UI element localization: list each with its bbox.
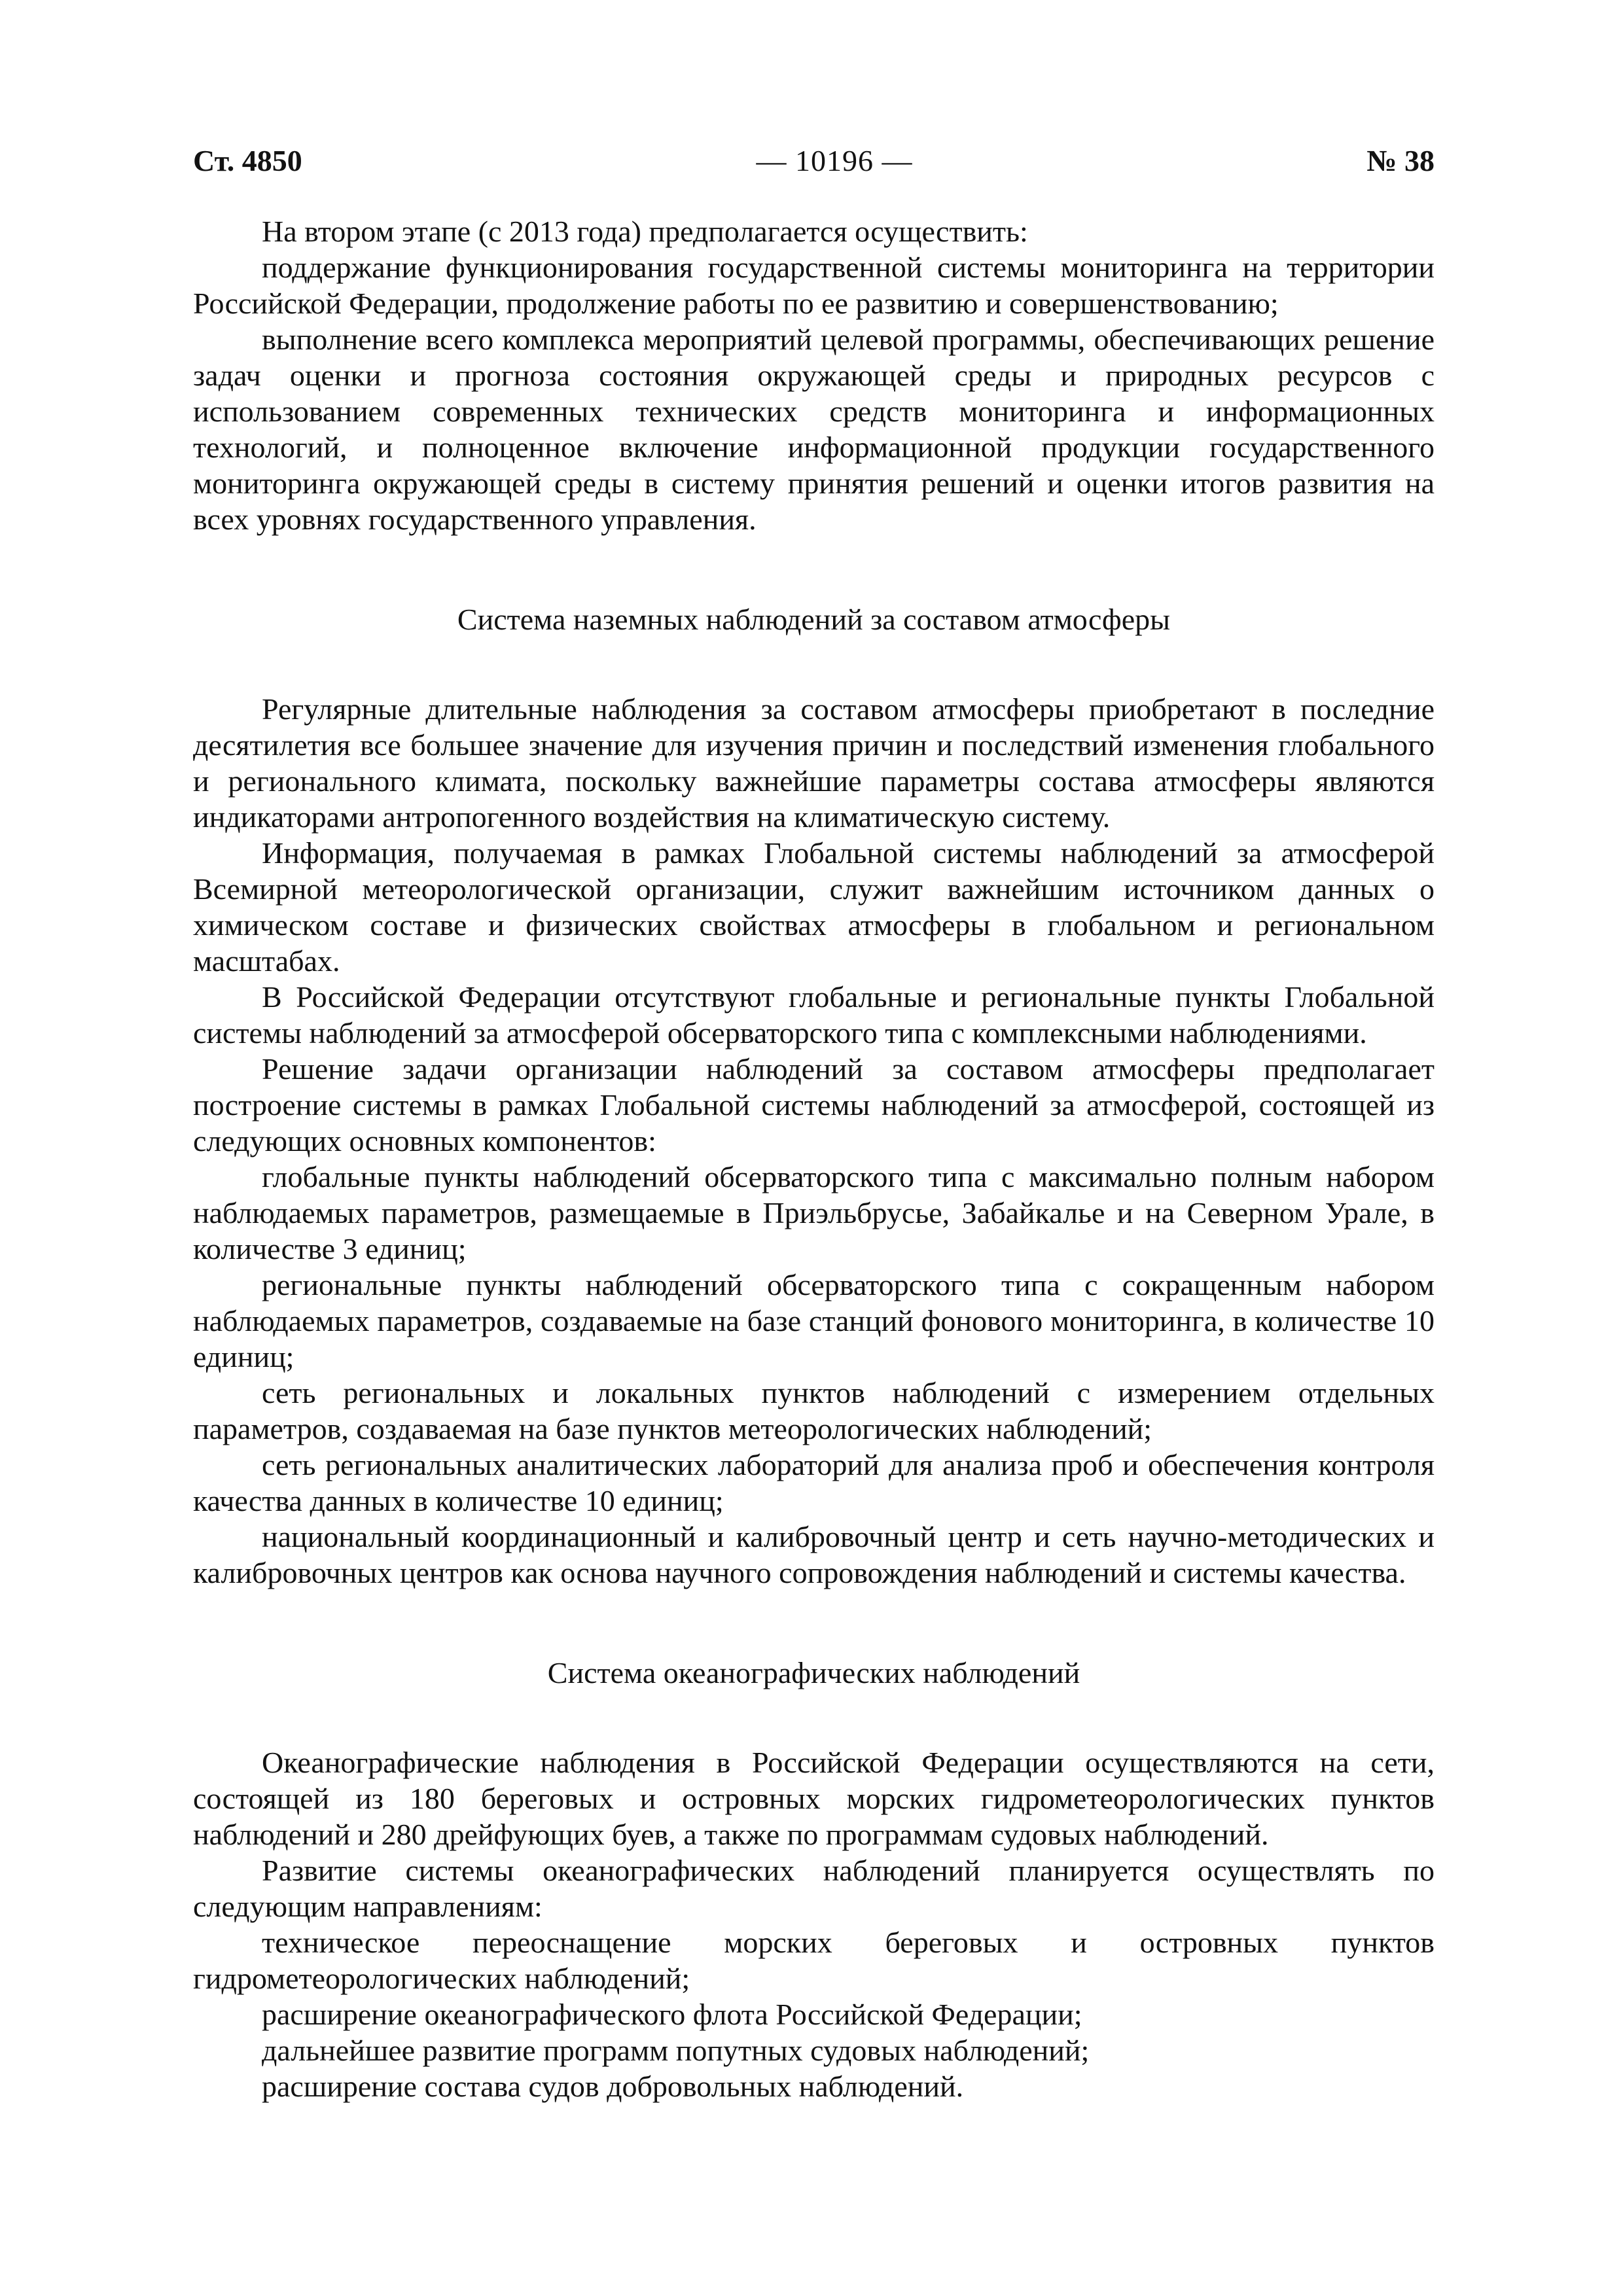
- section-heading-atmosphere: Система наземных наблюдений за составом атмосферы: [457, 603, 1171, 636]
- paragraph: дальнейшее развитие программ попутных судовых наблюдений;: [262, 2034, 1090, 2067]
- paragraph: глобальные пункты наблюдений обсерваторского типа с максимально полным набором наблюдаемых параметров, размещаемые в Приэльбрусье, Забайкалье и на Северном Урале, в количестве 3 единиц;: [193, 1160, 1435, 1265]
- paragraph: Информация, получаемая в рамках Глобальной системы наблюдений за атмосферой Всемирной метеорологической организации, служит важнейшим источником данных о химическом составе и физических свойствах атмосферы в глобальном и региональном масштабах.: [193, 836, 1435, 978]
- article-number: Ст. 4850: [193, 144, 302, 177]
- paragraph: расширение состава судов добровольных наблюдений.: [262, 2070, 964, 2103]
- section-heading-ocean: Система океанографических наблюдений: [547, 1656, 1080, 1689]
- page-number: — 10196 —: [756, 144, 913, 177]
- page-header: [193, 143, 1435, 179]
- paragraph: Регулярные длительные наблюдения за составом атмосферы приобретают в последние десятилетия все большее значение для изучения причин и последствий изменения глобального и регионального климата, поскольку важнейшие параметры состава атмосферы являются индикаторами антропогенного воздействия на климатическую систему.: [193, 692, 1435, 834]
- paragraph: техническое переоснащение морских береговых и островных пунктов гидрометеорологических наблюдений;: [193, 1926, 1435, 1995]
- paragraph: поддержание функционирования государственной системы мониторинга на территории Российской Федерации, продолжение работы по ее развитию и совершенствованию;: [193, 251, 1435, 320]
- paragraph: Решение задачи организации наблюдений за составом атмосферы предполагает построение системы в рамках Глобальной системы наблюдений за атмосферой, состоящей из следующих основных компонентов:: [193, 1052, 1435, 1157]
- paragraph: Океанографические наблюдения в Российской Федерации осуществляются на сети, состоящей из 180 береговых и островных морских гидрометеорологических пунктов наблюдений и 280 дрейфующих буев, а также по программам судовых наблюдений.: [193, 1746, 1435, 1851]
- paragraph: сеть региональных аналитических лабораторий для анализа проб и обеспечения контроля качества данных в количестве 10 единиц;: [193, 1448, 1435, 1517]
- issue-number: № 38: [1366, 144, 1435, 177]
- paragraph: На втором этапе (с 2013 года) предполагается осуществить:: [262, 215, 1028, 248]
- paragraph: национальный координационный и калибровочный центр и сеть научно-методических и калибровочных центров как основа научного сопровождения наблюдений и системы качества.: [193, 1520, 1435, 1589]
- paragraph: региональные пункты наблюдений обсерваторского типа с сокращенным набором наблюдаемых параметров, создаваемые на базе станций фонового мониторинга, в количестве 10 единиц;: [193, 1268, 1435, 1373]
- paragraph: сеть региональных и локальных пунктов наблюдений с измерением отдельных параметров, создаваемая на базе пунктов метеорологических наблюдений;: [193, 1376, 1435, 1445]
- paragraph: Развитие системы океанографических наблюдений планируется осуществлять по следующим направлениям:: [193, 1854, 1435, 1923]
- document-body: [193, 213, 1435, 2104]
- paragraph: В Российской Федерации отсутствуют глобальные и региональные пункты Глобальной системы наблюдений за атмосферой обсерваторского типа с комплексными наблюдениями.: [193, 980, 1435, 1050]
- paragraph: расширение океанографического флота Российской Федерации;: [262, 1998, 1082, 2031]
- paragraph: выполнение всего комплекса мероприятий целевой программы, обеспечивающих решение задач оценки и прогноза состояния окружающей среды и природных ресурсов с использованием современных технических средств мониторинга и информационных технологий, и полноценное включение информационной продукции государственного мониторинга окружающей среды в систему принятия решений и оценки итогов развития на всех уровнях государственного управления.: [193, 323, 1435, 536]
